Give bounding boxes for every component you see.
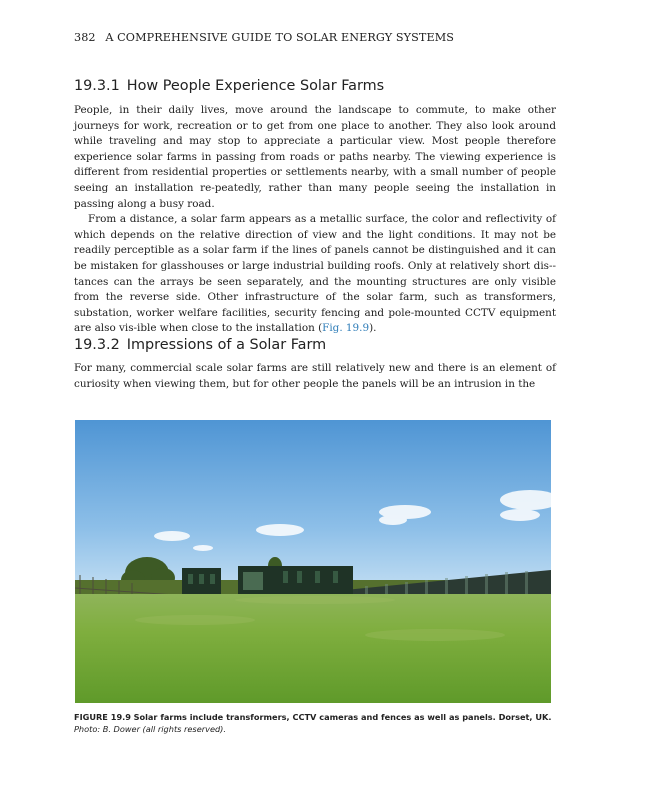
section-number: 19.3.1 [74, 78, 120, 94]
solar-farm-illustration [75, 420, 551, 703]
section-title: Impressions of a Solar Farm [126, 337, 327, 353]
figure-caption-text: Solar farms include transformers, CCTV cameras and fences as well as panels. Dorset, UK. [133, 712, 552, 722]
book-title: A COMPREHENSIVE GUIDE TO SOLAR ENERGY SYSTEMS [105, 31, 455, 44]
section-title: How People Experience Solar Farms [126, 78, 385, 94]
body-text-section-1 [74, 103, 556, 337]
transformer-buildings [182, 566, 353, 595]
page-number: 382 [74, 31, 96, 44]
section-number: 19.3.2 [74, 337, 120, 353]
figure-reference-link[interactable]: Fig. 19.9 [322, 322, 370, 335]
body-text-section-2 [74, 361, 556, 392]
paragraph-1: People, in their daily lives, move around the landscape to commute, to make other journeys for work, recreation or to get from one place to another. They also look around while traveling and may stop to appreciate a particular view. Most people therefore experience solar farms in passing from roads or paths nearby. The viewing experience is different from residential properties or settlements nearby, with a small number of people seeing an installation re-peatedly, rather than many people seeing the installation in passing along a busy road. [74, 104, 556, 210]
figure-credit: Photo: B. Dower (all rights reserved). [74, 724, 226, 734]
paragraph-3: For many, commercial scale solar farms are still relatively new and there is an element of curiosity when viewing them, but for other people the panels will be an intrusion in the [74, 362, 556, 390]
paragraph-2 [74, 212, 556, 337]
figure-photo-solar-farm [75, 420, 551, 703]
paragraph-2-text: From a distance, a solar farm appears as a metallic surface, the color and reflectivity of which depends on the relative direction of view and the light conditions. It may not be readily perceptible as a solar farm if the lines of panels cannot be distinguished and it can be mistaken for glasshouses or large industrial building roofs. Only at relatively short dis-tances can the arrays be seen separately, and the mounting structures are only visible from the reverse side. Other infrastructure of the solar farm, such as transformers, substation, worker welfare facilities, security fencing and pole-mounted CCTV equipment are also vis-ible when close to the installation ( [74, 213, 556, 335]
running-head [74, 31, 454, 44]
figure-caption [74, 711, 560, 735]
section-heading-19-3-1 [74, 78, 384, 94]
paragraph-2-end: ). [369, 322, 377, 335]
section-heading-19-3-2 [74, 337, 326, 353]
grass-field [75, 594, 551, 703]
figure-label: FIGURE 19.9 [74, 712, 131, 722]
